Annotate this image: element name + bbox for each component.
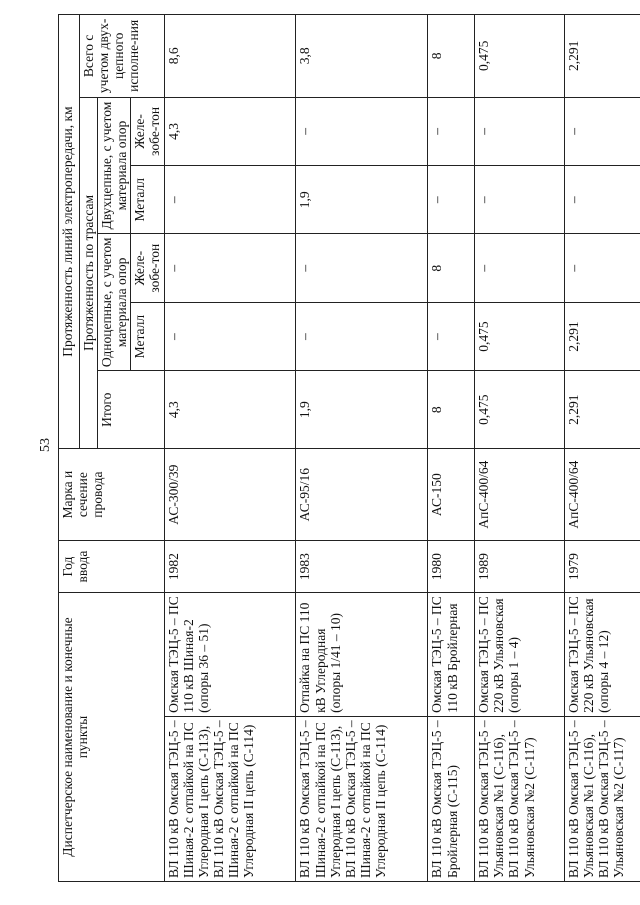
table-row	[296, 15, 428, 882]
total: 8	[428, 371, 475, 449]
end-points: Омская ТЭЦ-5 – ПС 220 кВ Ульяновская (опоры 4 – 12)	[564, 593, 640, 717]
total: 1,9	[296, 371, 428, 449]
total: 2,291	[564, 371, 640, 449]
year: 1989	[475, 541, 564, 593]
all-total: 8	[428, 15, 475, 98]
single-metal: –	[428, 302, 475, 370]
line-name: ВЛ 110 кВ Омская ТЭЦ-5 – Ульяновская №1 (С-116), ВЛ 110 кВ Омская ТЭЦ-5 – Ульяновская №2 (С-117)	[564, 716, 640, 881]
wire: АС-300/39	[164, 449, 296, 541]
year: 1983	[296, 541, 428, 593]
double-metal: –	[475, 166, 564, 234]
double-concrete: 4,3	[164, 97, 296, 165]
end-points: Омская ТЭЦ-5 – ПС 110 кВ Шиная-2 (опоры 36 – 51)	[164, 593, 296, 717]
single-concrete: –	[296, 234, 428, 302]
single-metal: 2,291	[564, 302, 640, 370]
year: 1982	[164, 541, 296, 593]
header-all: Всего с учетом двух-цепного исполне-ния	[80, 15, 165, 98]
line-name: ВЛ 110 кВ Омская ТЭЦ-5 – Шиная-2 с отпайкой на ПС Углеродная I цепь (С-113), ВЛ 110 кВ Омская ТЭЦ-5 – Шиная-2 с отпайкой на ПС Углеродная II цепь (С-114)	[164, 716, 296, 881]
all-total: 2,291	[564, 15, 640, 98]
single-concrete: –	[475, 234, 564, 302]
power-lines-table	[58, 14, 640, 882]
double-metal: –	[428, 166, 475, 234]
header-name: Диспетчерское наименование и конечные пункты	[59, 593, 165, 882]
end-points: Омская ТЭЦ-5 – ПС 220 кВ Ульяновская (опоры 1 – 4)	[475, 593, 564, 717]
double-concrete: –	[428, 97, 475, 165]
end-points: Омская ТЭЦ-5 – ПС 110 кВ Бройлерная	[428, 593, 475, 717]
table-row	[475, 15, 564, 882]
header-length: Протяженность линий электропередачи, км	[59, 15, 80, 449]
single-metal: –	[296, 302, 428, 370]
wire: АС-95/16	[296, 449, 428, 541]
all-total: 3,8	[296, 15, 428, 98]
header-total: Итого	[98, 371, 164, 449]
header-single-concrete: Желе-зобе-тон	[131, 234, 164, 302]
table-row	[428, 15, 475, 882]
wire: АС-150	[428, 449, 475, 541]
year: 1979	[564, 541, 640, 593]
double-metal: 1,9	[296, 166, 428, 234]
line-name: ВЛ 110 кВ Омская ТЭЦ-5 – Бройлерная (С-115)	[428, 716, 475, 881]
all-total: 8,6	[164, 15, 296, 98]
year: 1980	[428, 541, 475, 593]
header-single-metal: Металл	[131, 302, 164, 370]
all-total: 0,475	[475, 15, 564, 98]
total: 0,475	[475, 371, 564, 449]
double-metal: –	[164, 166, 296, 234]
double-concrete: –	[564, 97, 640, 165]
header-wire: Марка и сечение провода	[59, 449, 165, 541]
header-single: Одноцепные, с учетом материала опор	[98, 234, 131, 371]
single-concrete: –	[164, 234, 296, 302]
total: 4,3	[164, 371, 296, 449]
single-metal: 0,475	[475, 302, 564, 370]
double-concrete: –	[475, 97, 564, 165]
single-concrete: 8	[428, 234, 475, 302]
wire: АпС-400/64	[564, 449, 640, 541]
header-double-metal: Металл	[131, 166, 164, 234]
single-metal: –	[164, 302, 296, 370]
header-by-route: Протяженность по трассам	[80, 97, 98, 448]
header-double-concrete: Желе-зобе-тон	[131, 97, 164, 165]
header-year: Год ввода	[59, 541, 165, 593]
table-row	[564, 15, 640, 882]
table-row	[164, 15, 296, 882]
line-name: ВЛ 110 кВ Омская ТЭЦ-5 – Шиная-2 с отпайкой на ПС Углеродная I цепь (С-113), ВЛ 110 кВ Омская ТЭЦ-5 – Шиная-2 с отпайкой на ПС Углеродная II цепь (С-114)	[296, 716, 428, 881]
header-double: Двухцепные, с учетом материала опор	[98, 97, 131, 234]
double-concrete: –	[296, 97, 428, 165]
rotated-table-wrapper	[58, 14, 640, 882]
double-metal: –	[564, 166, 640, 234]
wire: АпС-400/64	[475, 449, 564, 541]
page-number: 53	[38, 438, 53, 452]
end-points: Отпайка на ПС 110 кВ Углеродная (опоры 1/41 – 10)	[296, 593, 428, 717]
line-name: ВЛ 110 кВ Омская ТЭЦ-5 – Ульяновская №1 (С-116), ВЛ 110 кВ Омская ТЭЦ-5 – Ульяновская №2 (С-117)	[475, 716, 564, 881]
single-concrete: –	[564, 234, 640, 302]
